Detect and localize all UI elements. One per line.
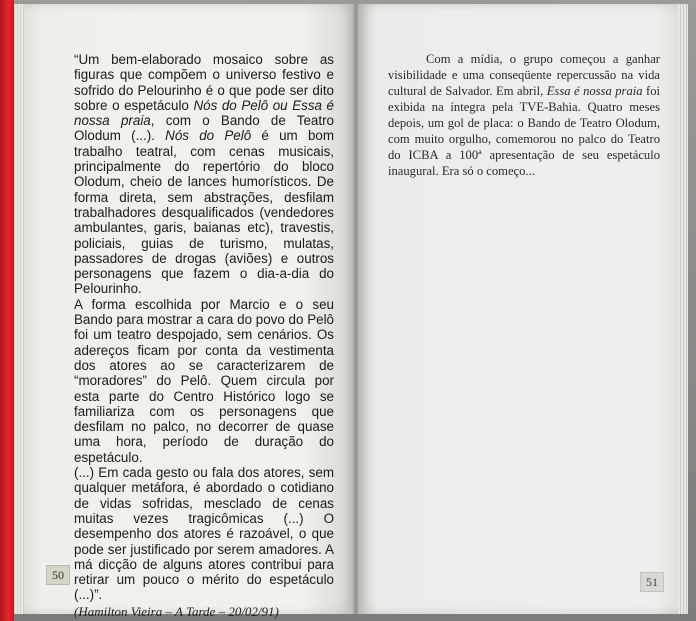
left-page-edges [14,4,24,614]
book-cover-edge [0,0,14,621]
right-page-text [388,51,660,179]
quote-paragraph-1: “Um bem-elaborado mosaico sobre as figuras que compõem o universo festivo e sofrido do Pelourinho é o que pode ser dito sobre o espetáculo Nós do Pelô ou Essa é nossa praia, com o Bando de Teatro Olodum (...). Nós do Pelô é um bom trabalho teatral, com cenas musicais, principalmente do repertório do bloco Olodum, cheio de lances humorísticos. De forma direta, sem abstrações, desfilam trabalhadores desqualificados (vendedores ambulantes, garis, baianas etc), travestis, policiais, guias de turismo, mulatas, passadores de drogas (aviões) e outros personagens que fazem o dia-a-dia do Pelourinho. [74,52,334,297]
page-number-left: 50 [46,565,70,585]
play-title-short: Nós do Pelô [165,128,252,144]
right-paragraph: Com a mídia, o grupo começou a ganhar visibilidade e uma conseqüente repercussão na vida cultural de Salvador. Em abril, Essa é nossa praia foi exibida na íntegra pela TVE-Bahia. Quatro meses depois, um gol de placa: o Bando de Teatro Olodum, com muito orgulho, comemorou no palco do Teatro do ICBA a 100ª apresentação de seu espetáculo inaugural. Era só o começo... [388,52,661,178]
quote-paragraph-3: (...) Em cada gesto ou fala dos atores, sem qualquer metáfora, é abordado o cotidiano de vidas sofridas, mesclado de cenas muitas vezes tragicômicas (...) O desempenho dos atores é razoável, o que pode ser justificado por serem amadores. A má dicção de alguns atores contribui para retirar um pouco o mérito do espetáculo (...)”. [74,465,334,603]
page-number-right: 51 [640,572,664,592]
left-page-text [74,52,334,619]
quote-citation: (Hamilton Vieira – A Tarde – 20/02/91) [74,603,279,619]
quote-paragraph-2: A forma escolhida por Marcio e o seu Bando para mostrar a cara do povo do Pelô foi um teatro despojado, sem cenários. Os adereços ficam por conta da vestimenta dos atores ao se caracterizarem de “moradores” do Pelô. Quem circula por esta parte do Centro Histórico logo se familiariza com os personagens que desfilam no palco, no decorrer de quase uma hora, período de duração do espetáculo. [74,296,334,465]
play-title: Nós do Pelô ou Essa é nossa praia [74,97,334,129]
play-title-right: Essa é nossa praia [546,84,643,98]
right-page-edges [678,4,688,614]
